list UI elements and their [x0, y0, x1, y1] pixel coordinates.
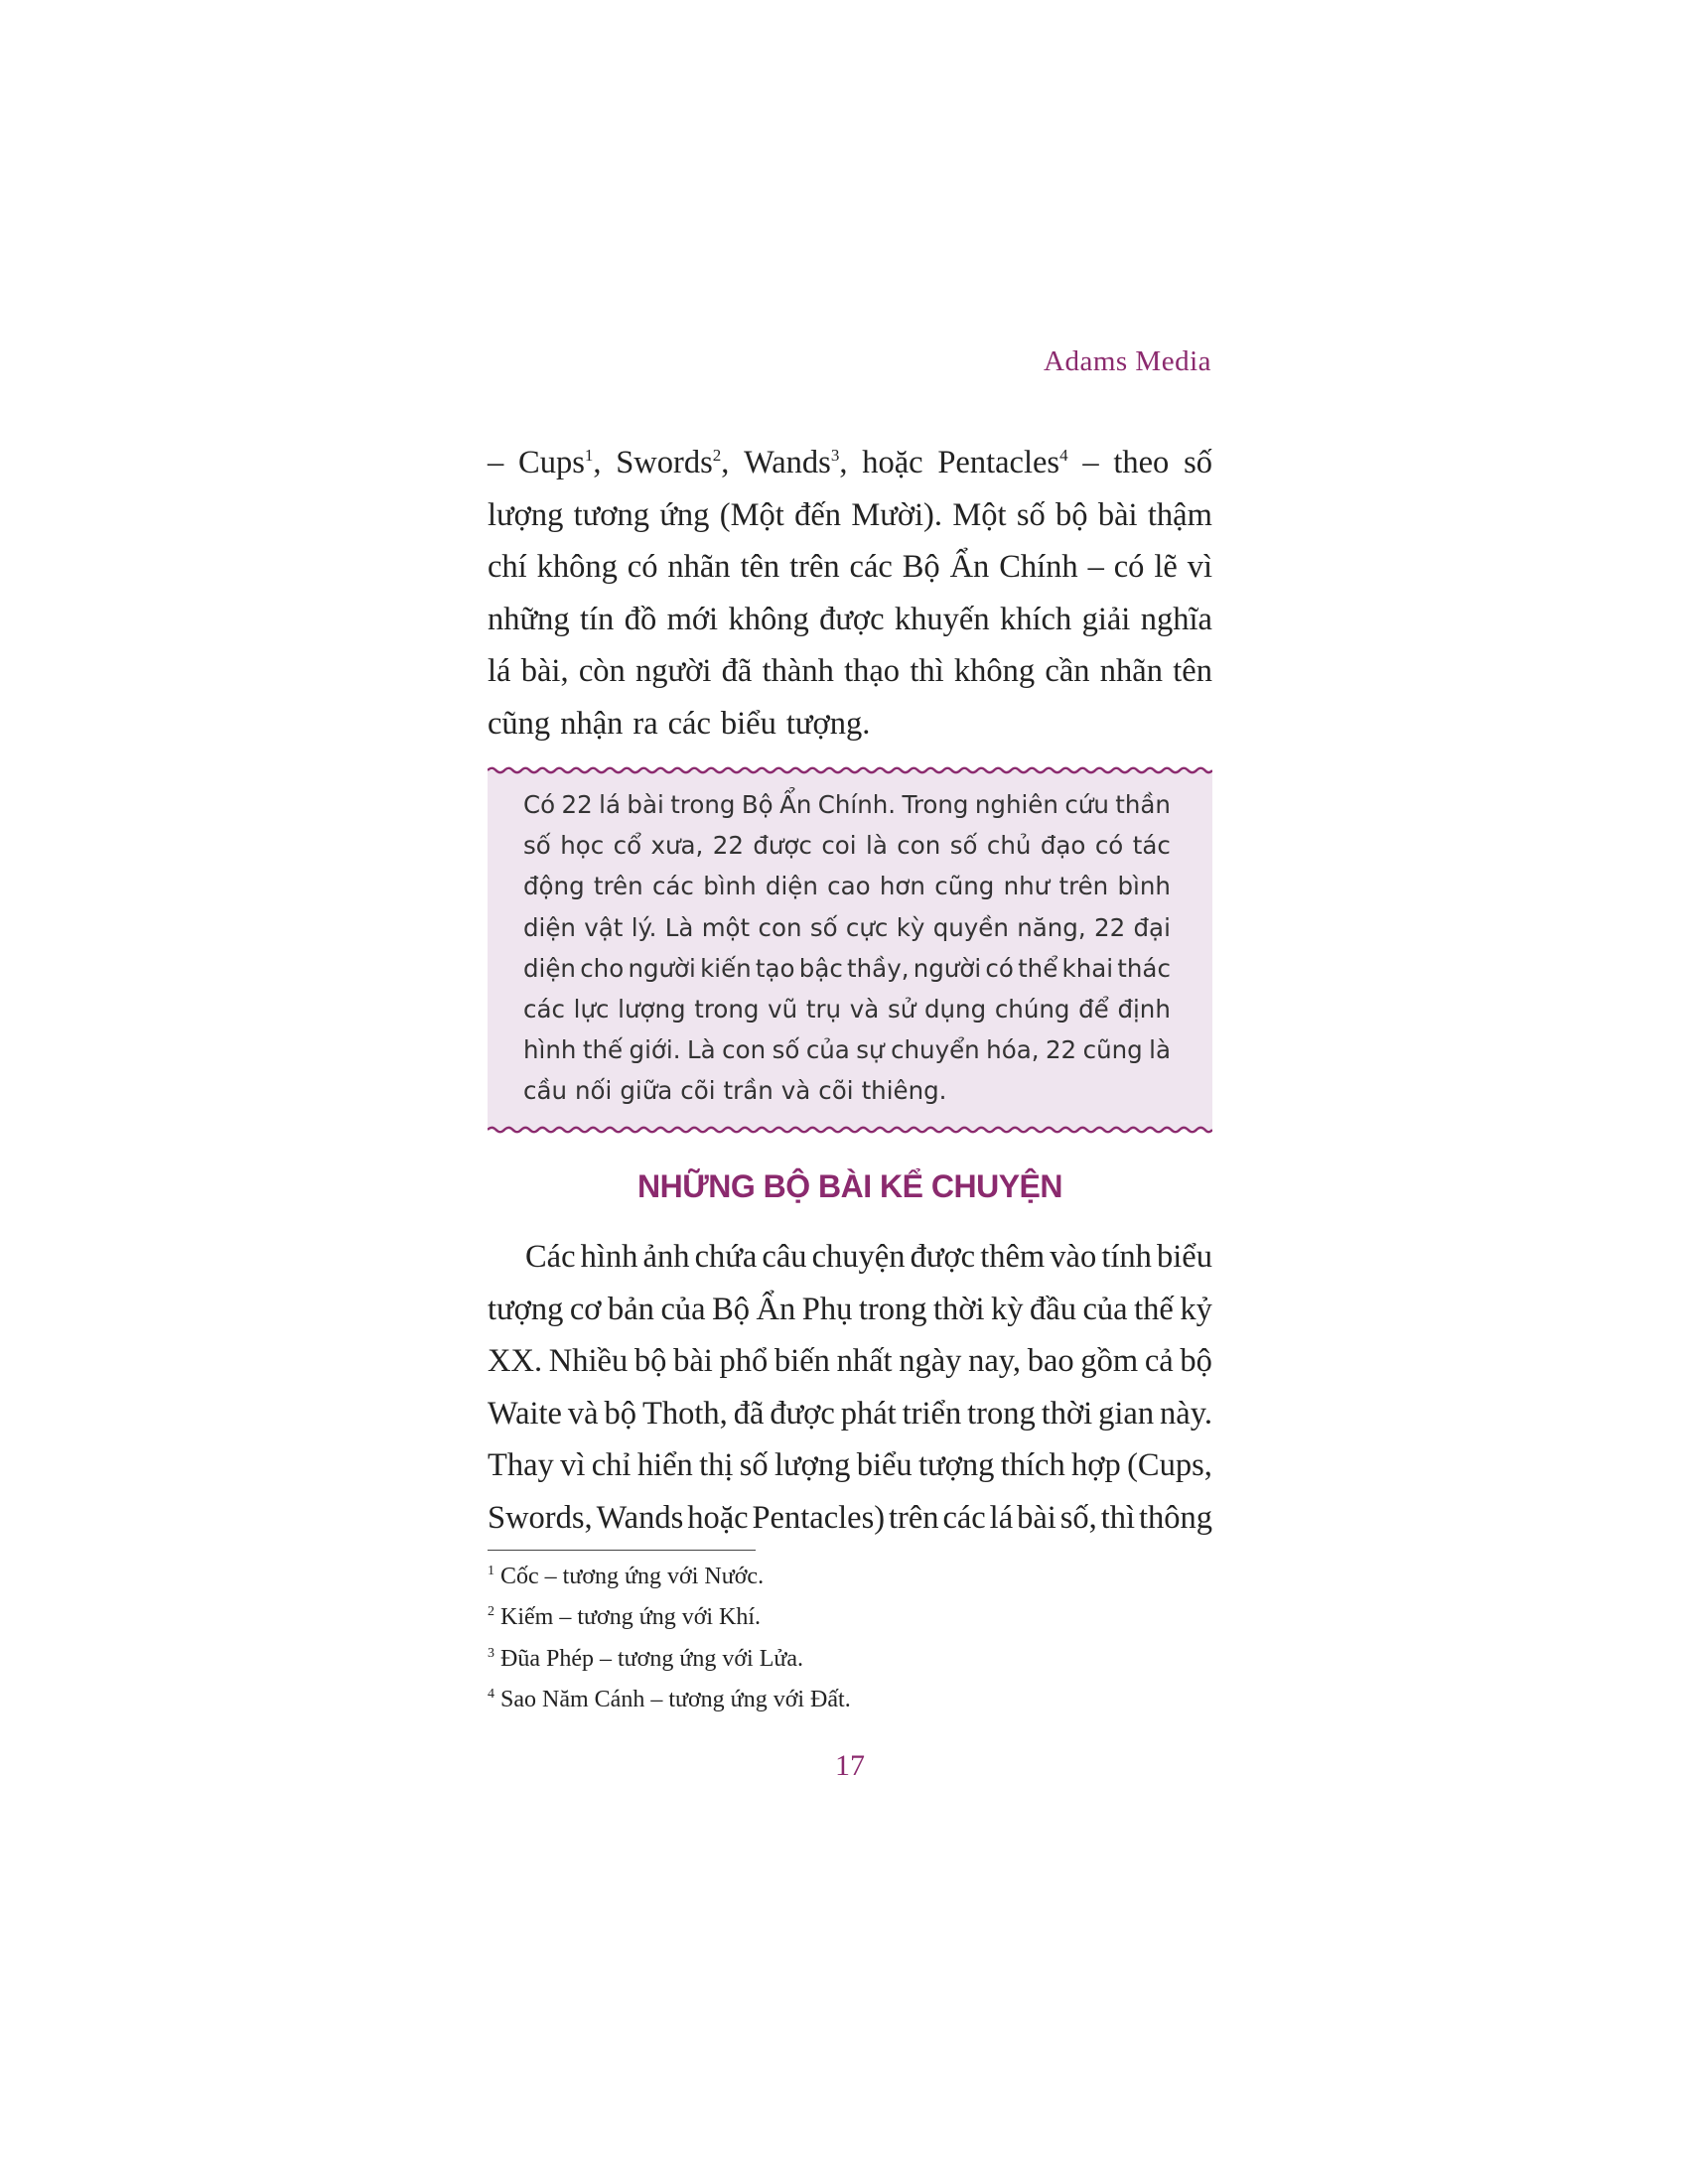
- paragraph-1-line-3: chí không có nhãn tên trên các Bộ Ẩn Chính – có lẽ vì: [488, 549, 1212, 586]
- paragraph-1-line-5: lá bài, còn người đã thành thạo thì không cần nhãn tên: [488, 653, 1212, 690]
- callout-line-3: động trên các bình diện cao hơn cũng như trên bình: [523, 872, 1171, 901]
- callout-line-1: Có 22 lá bài trong Bộ Ẩn Chính. Trong nghiên cứu thần: [523, 790, 1171, 819]
- paragraph-2-line-4: Waite và bộ Thoth, đã được phát triển trong thời gian này.: [488, 1395, 1212, 1432]
- paragraph-2: [488, 1231, 1212, 1545]
- footnote-4: $^4$ Sao Năm Cánh – tương ứng với Đất.: [488, 1686, 851, 1712]
- callout-top-wavy-border: [488, 764, 1212, 776]
- footnote-ref-1: 1: [584, 446, 594, 466]
- footnotes: [488, 1557, 851, 1720]
- footnote-ref-4: 4: [1059, 446, 1068, 466]
- paragraph-2-line-6: Swords, Wands hoặc Pentacles) trên các lá bài số, thì thông: [488, 1499, 1212, 1536]
- callout-line-7: hình thế giới. Là con số của sự chuyển hóa, 22 cũng là: [523, 1035, 1171, 1065]
- callout-bottom-wavy-border: [488, 1124, 1212, 1136]
- paragraph-2-line-2: tượng cơ bản của Bộ Ẩn Phụ trong thời kỳ đầu của thế kỷ: [488, 1291, 1212, 1327]
- callout-line-2: số học cổ xưa, 22 được coi là con số chủ đạo có tác: [523, 831, 1171, 861]
- footnote-ref-2: 2: [712, 446, 722, 466]
- paragraph-1-line-6: cũng nhận ra các biểu tượng.: [488, 705, 871, 742]
- footnote-ref-3: 3: [830, 446, 840, 466]
- paragraph-2-line-5: Thay vì chỉ hiển thị số lượng biểu tượng thích hợp (Cups,: [488, 1447, 1212, 1484]
- footnote-3: $^3$ Đũa Phép – tương ứng với Lửa.: [488, 1645, 804, 1672]
- paragraph-1-line-4: những tín đồ mới không được khuyến khích giải nghĩa: [488, 601, 1212, 637]
- footnote-divider: [488, 1550, 756, 1551]
- callout-line-8: cầu nối giữa cõi trần và cõi thiêng.: [523, 1076, 947, 1106]
- paragraph-1: [488, 437, 1212, 751]
- callout-text: [523, 784, 1171, 1112]
- callout-line-6: các lực lượng trong vũ trụ và sử dụng chúng để định: [523, 994, 1171, 1024]
- running-header: Adams Media: [1044, 345, 1211, 377]
- callout-line-5: diện cho người kiến tạo bậc thầy, người có thể khai thác: [523, 953, 1171, 983]
- footnote-2: $^2$ Kiếm – tương ứng với Khí.: [488, 1604, 762, 1631]
- section-heading: NHỮNG BỘ BÀI KỂ CHUYỆN: [636, 1168, 1062, 1204]
- callout-line-4: diện vật lý. Là một con số cực kỳ quyền năng, 22 đại: [523, 912, 1171, 942]
- page-number: 17: [835, 1749, 865, 1782]
- footnote-1: $^1$ Cốc – tương ứng với Nước.: [488, 1564, 765, 1589]
- paragraph-1-line-2: lượng tương ứng (Một đến Mười). Một số bộ bài thậm: [488, 496, 1212, 533]
- paragraph-1-line-1: – Cups$^1$, Swords$^2$, Wands$^3$, hoặc Pentacles$^4$ – theo số: [488, 445, 1212, 480]
- paragraph-2-line-3: XX. Nhiều bộ bài phổ biến nhất ngày nay, bao gồm cả bộ: [488, 1343, 1212, 1380]
- paragraph-2-line-1: Các hình ảnh chứa câu chuyện được thêm vào tính biểu: [525, 1239, 1212, 1275]
- callout-box: [488, 770, 1212, 1130]
